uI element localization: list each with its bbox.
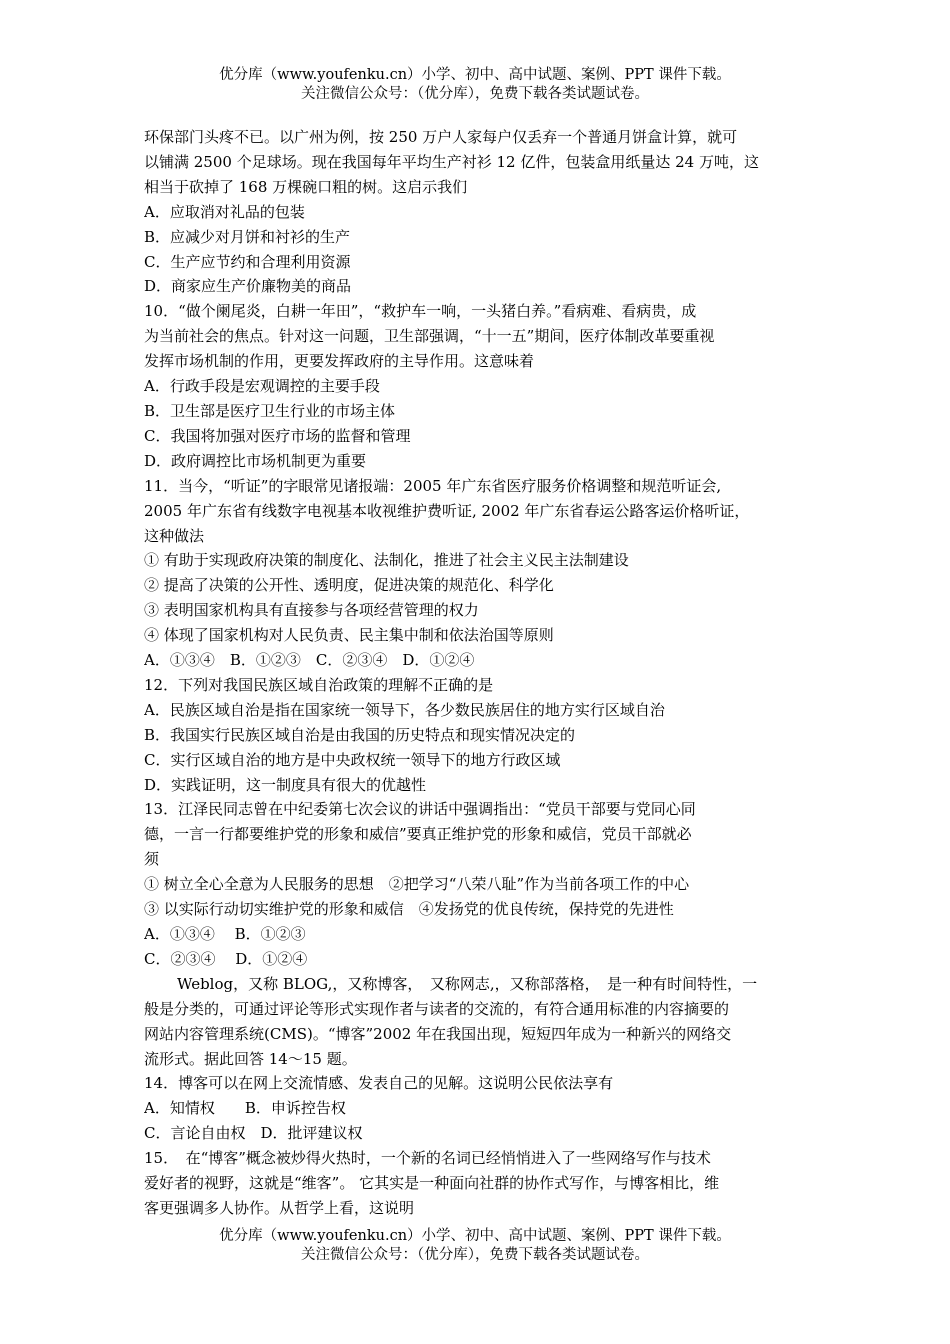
question-10-line: 10．“做个阑尾炎，白耕一年田”，“救护车一响，一头猪白养。”看病难、看病贵，成	[144, 302, 697, 321]
option-line: C．言论自由权 D．批评建议权	[144, 1124, 363, 1143]
option-line: C．实行区域自治的地方是中央政权统一领导下的地方行政区域	[144, 750, 561, 769]
question-10-line: 为当前社会的焦点。针对这一问题，卫生部强调，“十一五”期间，医疗体制改革要重视	[144, 327, 715, 346]
question-13-line: 13．江泽民同志曾在中纪委第七次会议的讲话中强调指出：“党员干部要与党同心同	[144, 800, 696, 819]
statement-line: ③ 表明国家机构具有直接参与各项经营管理的权力	[144, 601, 479, 620]
option-line: D．实践证明，这一制度具有很大的优越性	[144, 775, 427, 794]
passage-line: Weblog，又称 BLOG,，又称博客， 又称网志,，又称部落格， 是一种有时间特性，一	[177, 974, 758, 993]
question-15-line: 客更强调多人协作。从哲学上看，这说明	[144, 1198, 415, 1217]
page-header	[0, 66, 950, 104]
text-line: 相当于砍掉了 168 万棵碗口粗的树。这启示我们	[144, 177, 468, 196]
question-11-line: 2005 年广东省有线数字电视基本收视维护费听证, 2002 年广东省春运公路客运价格听证，	[144, 501, 750, 520]
question-10-line: 发挥市场机制的作用，更要发挥政府的主导作用。这意味着	[144, 352, 535, 371]
page-footer	[0, 1227, 950, 1265]
question-12-line: 12．下列对我国民族区域自治政策的理解不正确的是	[144, 675, 494, 694]
option-line: D．商家应生产价廉物美的商品	[144, 277, 352, 296]
passage-line: 般是分类的，可通过评论等形式实现作者与读者的交流的，有符合通用标准的内容摘要的	[144, 999, 730, 1018]
question-11-line: 11．当今，“听证”的字眼常见诸报端：2005 年广东省医疗服务价格调整和规范听证会,	[144, 476, 722, 495]
text-line: 环保部门头疼不已。以广州为例，按 250 万户人家每户仅丢弃一个普通月饼盒计算，就可	[144, 128, 738, 146]
statement-line: ④ 体现了国家机构对人民负责、民主集中制和依法治国等原则	[144, 626, 554, 645]
option-line: C．我国将加强对医疗市场的监督和管理	[144, 426, 411, 445]
option-line: B．我国实行民族区域自治是由我国的历史特点和现实情况决定的	[144, 725, 576, 744]
passage-line: 流形式。据此回答 14～15 题。	[144, 1049, 357, 1068]
question-11-line: 这种做法	[144, 526, 205, 545]
statement-line: ① 树立全心全意为人民服务的思想 ②把学习“八荣八耻”作为当前各项工作的中心	[144, 875, 690, 894]
option-line: A．行政手段是宏观调控的主要手段	[144, 377, 380, 396]
option-line: A．①③④ B．①②③	[144, 925, 306, 943]
question-13-line: 德，一言一行都要维护党的形象和威信”要真正维护党的形象和威信，党员干部就必	[144, 825, 692, 844]
option-line: C．生产应节约和合理利用资源	[144, 252, 351, 271]
option-line: B．卫生部是医疗卫生行业的市场主体	[144, 401, 396, 420]
question-13-line: 须	[144, 850, 160, 869]
header-line-1: 优分库（www.youfenku.cn）小学、初中、高中试题、案例、PPT 课件下载。	[219, 67, 731, 83]
statement-line: ① 有助于实现政府决策的制度化、法制化，推进了社会主义民主法制建设	[144, 551, 629, 570]
text-line: 以铺满 2500 个足球场。现在我国每年平均生产衬衫 12 亿件，包装盒用纸量达 24 万吨，这	[144, 152, 759, 171]
option-line: D．政府调控比市场机制更为重要	[144, 451, 367, 470]
option-line: A．民族区域自治是指在国家统一领导下，各少数民族居住的地方实行区域自治	[144, 700, 665, 719]
statement-line: ③ 以实际行动切实维护党的形象和威信 ④发扬党的优良传统，保持党的先进性	[144, 900, 674, 919]
header-line-2: 关注微信公众号：（优分库），免费下载各类试题试卷。	[301, 86, 649, 102]
statement-line: ② 提高了决策的公开性、透明度，促进决策的规范化、科学化	[144, 576, 554, 595]
question-15-line: 爱好者的视野，这就是“维客”。 它其实是一种面向社群的协作式写作，与博客相比，维	[144, 1174, 720, 1193]
question-14-line: 14．博客可以在网上交流情感、发表自己的见解。这说明公民依法享有	[144, 1074, 614, 1093]
option-line: B．应减少对月饼和衬衫的生产	[144, 227, 351, 246]
option-line: A．知情权 B．申诉控告权	[144, 1099, 346, 1118]
option-line: A．①③④ B．①②③ C．②③④ D．①②④	[144, 651, 475, 670]
option-line: A．应取消对礼品的包装	[144, 202, 305, 221]
passage-line: 网站内容管理系统(CMS)。“博客”2002 年在我国出现，短短四年成为一种新兴的网络交	[144, 1024, 732, 1043]
footer-line-1: 优分库（www.youfenku.cn）小学、初中、高中试题、案例、PPT 课件下载。	[219, 1228, 731, 1244]
option-line: C．②③④ D．①②④	[144, 949, 308, 968]
question-15-line: 15． 在“博客”概念被炒得火热时，一个新的名词已经悄悄进入了一些网络写作与技术	[144, 1149, 711, 1168]
footer-line-2: 关注微信公众号：（优分库），免费下载各类试题试卷。	[301, 1247, 649, 1263]
document-body	[144, 125, 816, 1221]
